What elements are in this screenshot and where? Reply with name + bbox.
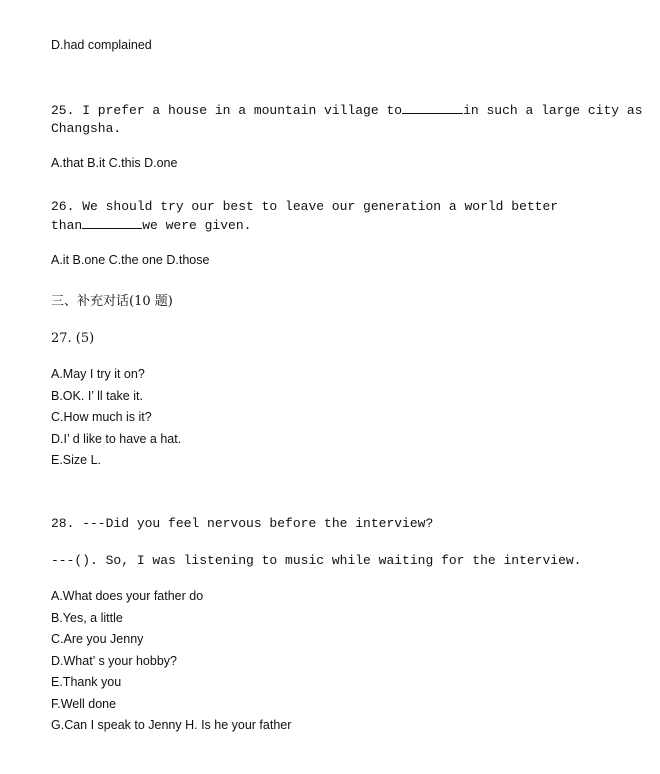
previous-question-option-d: D.had complained [51, 38, 152, 52]
question-28-line-1: 28. ---Did you feel nervous before the interview? [51, 516, 434, 531]
question-26-line-2 [51, 216, 251, 235]
list-item: G.Can I speak to Jenny H. Is he your father [51, 718, 292, 732]
question-25-suffix: in such a large city as [463, 103, 643, 118]
list-item: A.What does your father do [51, 589, 204, 603]
question-26-blank [82, 216, 142, 229]
question-26-line-1: 26. We should try our best to leave our generation a world better [51, 199, 559, 214]
question-28-line-2: ---(). So, I was listening to music while waiting for the interview. [51, 553, 582, 568]
question-26-options: A.it B.one C.the one D.those [51, 253, 210, 267]
question-27-label: 27. (5) [51, 331, 95, 346]
question-27-option-list [51, 367, 181, 475]
list-item: C.How much is it? [51, 410, 152, 424]
question-26-prefix: than [51, 218, 83, 233]
question-28-option-list [51, 589, 291, 740]
section-3-heading: 三、补充对话(10 题) [51, 294, 173, 309]
question-25-line-2: Changsha. [51, 121, 122, 136]
list-item: E.Thank you [51, 675, 122, 689]
question-25-blank [402, 101, 463, 114]
question-25-options: A.that B.it C.this D.one [51, 156, 178, 170]
list-item: A.May I try it on? [51, 367, 145, 381]
list-item: B.Yes, a little [51, 610, 123, 625]
list-item: F.Well done [51, 696, 117, 711]
question-26-suffix: we were given. [142, 218, 252, 233]
question-25-prefix: 25. I prefer a house in a mountain village to [51, 103, 403, 118]
list-item: E.Size L. [51, 453, 102, 467]
question-25-line-1 [51, 101, 643, 120]
list-item: D.What’ s your hobby? [51, 653, 177, 668]
list-item: B.OK. I’ ll take it. [51, 388, 143, 403]
list-item: D.I’ d like to have a hat. [51, 431, 182, 446]
list-item: C.Are you Jenny [51, 632, 144, 646]
